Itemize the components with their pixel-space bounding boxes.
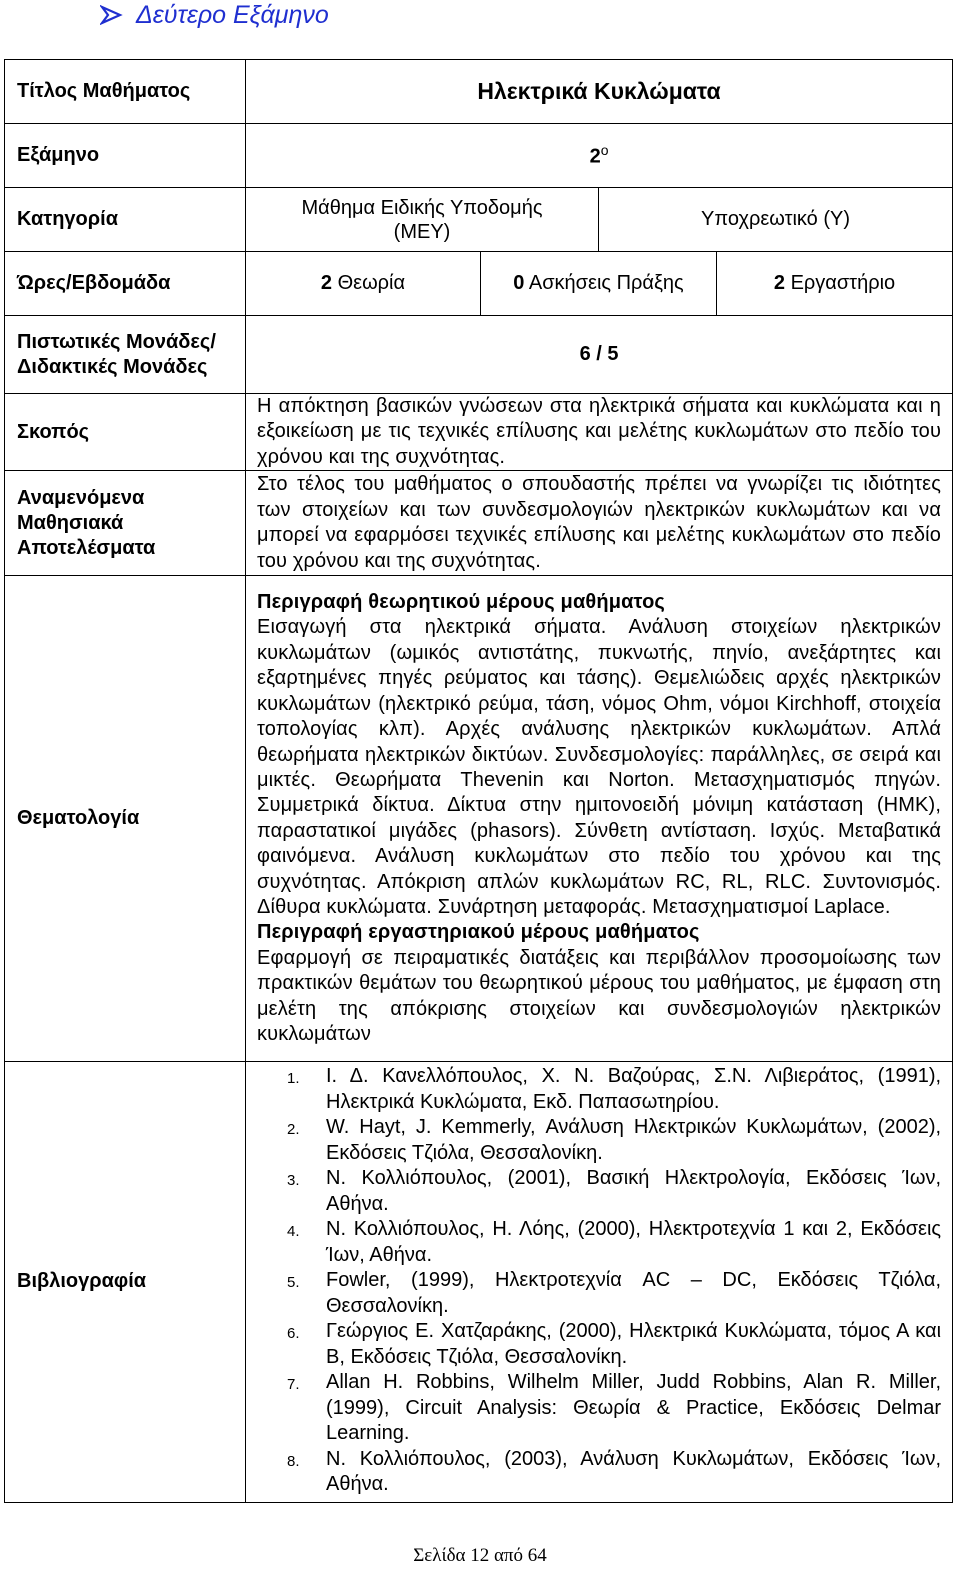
semester-label: Εξάμηνο — [5, 124, 246, 188]
hours-lab — [717, 252, 953, 316]
hours-theory-num: 2 — [320, 272, 333, 294]
hours-lab-num: 2 — [773, 272, 785, 294]
list-item-text: Ν. Κολλιόπουλος, Η. Λόης, (2000), Ηλεκτροτεχνία 1 και 2, Εκδόσεις Ίων, Αθήνα. — [326, 1218, 942, 1266]
title-value: Ηλεκτρικά Κυκλώματα — [246, 60, 953, 124]
list-item-number: 4. — [287, 1223, 300, 1241]
category-value-mandatory: Υποχρεωτικό (Υ) — [599, 188, 953, 252]
list-item-number: 1. — [287, 1070, 300, 1088]
section-heading — [100, 0, 329, 30]
purpose-text: Η απόκτηση βασικών γνώσεων στα ηλεκτρικά σήματα και κυκλώματα και η εξοικείωση με τις τεχνικές επίλυσης και μελέτης κυκλωμάτων στο πεδίο του χρόνου και της συχνότητας. — [246, 394, 953, 471]
topics-theory-text: Εισαγωγή στα ηλεκτρικά σήματα. Ανάλυση στοιχείων ηλεκτρικών κυκλωμάτων (ωμικός αντιστάτης, πυκνωτής, πηνίο, ανεξάρτητες και εξαρτημένες πηγές ρεύματος και τάσης). Θεμελιώδεις αρχές ηλεκτρικών κυκλωμάτων (ηλεκτρικό ρεύμα, τάση, νόμος Ohm, νόμοι Kirchhoff, στοιχεία τοπολογίας κλπ). Αρχές ανάλυσης ηλεκτρικών κυκλωμάτων. Απλά θεωρήματα ηλεκτρικών δικτύων. Συνδεσμολογίες: παράλληλες, σε σειρά και μικτές. Θεωρήματα Thevenin και Norton. Μετασχηματισμός πηγών. Συμμετρικά δίκτυα. Δίκτυα στην ημιτονοειδή μόνιμη κατάσταση (ΗΜΚ), παραστατικοί μιγάδες (phasors). Σύνθετη αντίσταση. Ισχύς. Μεταβατικά φαινόμενα. Ανάλυση κυκλωμάτων στο πεδίο του χρόνου και της συχνότητας. Απόκριση απλών κυκλωμάτων RC, RL, RLC. Συντονισμός. Δίθυρα κυκλώματα. Συνάρτηση μεταφοράς. Μετασχηματισμοί Laplace. — [257, 616, 942, 918]
hours-label: Ώρες/Εβδομάδα — [5, 252, 246, 316]
semester-value — [246, 124, 953, 188]
course-table — [4, 59, 953, 1503]
list-item-text: W. Hayt, J. Kemmerly, Ανάλυση Ηλεκτρικών Κυκλωμάτων, (2002), Εκδόσεις Τζιόλα, Θεσσαλονίκη. — [326, 1116, 942, 1164]
list-item — [246, 1447, 952, 1498]
hours-theory — [246, 252, 481, 316]
row-outcomes — [5, 471, 953, 576]
page-footer: Σελίδα 12 από 64 — [413, 1545, 547, 1566]
row-bibliography — [5, 1062, 953, 1503]
hours-practice — [481, 252, 717, 316]
bibliography-list — [246, 1064, 952, 1498]
arrow-bullet-icon — [100, 4, 126, 26]
category-value-type: Μάθημα Ειδικής Υποδομής (ΜΕΥ) — [246, 188, 599, 252]
list-item-number: 5. — [287, 1274, 300, 1292]
topics-lab-text: Εφαρμογή σε πειραματικές διατάξεις και περιβάλλον προσομοίωσης των πρακτικών θεμάτων του θεωρητικού μέρους του μαθήματος, με έμφαση στη μελέτη της απόκρισης στοιχείων και συνδεσμολογιών ηλεκτρικών κυκλωμάτων — [257, 946, 942, 1045]
list-item-text: Ι. Δ. Κανελλόπουλος, Χ. Ν. Βαζούρας, Σ.Ν. Λιβιεράτος, (1991), Ηλεκτρικά Κυκλώματα, Εκδ. Παπασωτηρίου. — [326, 1065, 942, 1113]
topics-label: Θεματολογία — [5, 576, 246, 1062]
hours-practice-text: Ασκήσεις Πράξης — [528, 272, 684, 294]
biblio-label: Βιβλιογραφία — [5, 1062, 246, 1503]
list-item-number: 6. — [287, 1325, 300, 1343]
semester-number: 2 — [589, 145, 601, 168]
row-credits — [5, 316, 953, 394]
list-item — [246, 1268, 952, 1319]
hours-theory-text: Θεωρία — [337, 272, 406, 294]
list-item-text: Allan H. Robbins, Wilhelm Miller, Judd Robbins, Alan R. Miller, (1999), Circuit Analysis: Θεωρία & Practice, Εκδόσεις Delmar Learning. — [326, 1371, 942, 1445]
list-item-number: 2. — [287, 1121, 300, 1139]
outcomes-label: Αναμενόμενα Μαθησιακά Αποτελέσματα — [5, 471, 246, 576]
list-item — [246, 1064, 952, 1115]
section-heading-text: Δεύτερο Εξάμηνο — [136, 0, 329, 29]
hours-lab-text: Εργαστήριο — [790, 272, 896, 294]
credits-value: 6 / 5 — [246, 316, 953, 394]
list-item-number: 3. — [287, 1172, 300, 1190]
row-topics — [5, 576, 953, 1062]
list-item-number: 8. — [287, 1452, 300, 1470]
biblio-content — [246, 1062, 953, 1503]
list-item — [246, 1217, 952, 1268]
list-item-text: Fowler, (1999), Ηλεκτροτεχνία AC – DC, Εκδόσεις Τζιόλα, Θεσσαλονίκη. — [326, 1269, 942, 1317]
hours-practice-num: 0 — [513, 272, 525, 294]
category-label: Κατηγορία — [5, 188, 246, 252]
credits-label: Πιστωτικές Μονάδες/ Διδακτικές Μονάδες — [5, 316, 246, 394]
row-purpose — [5, 394, 953, 471]
list-item-text: Γεώργιος Ε. Χατζαράκης, (2000), Ηλεκτρικά Κυκλώματα, τόμος Α και Β, Εκδόσεις Τζιόλα, Θεσσαλονίκη. — [326, 1320, 942, 1368]
topics-content — [246, 576, 953, 1062]
list-item — [246, 1319, 952, 1370]
title-label: Τίτλος Μαθήματος — [5, 60, 246, 124]
topics-theory-heading: Περιγραφή θεωρητικού μέρους μαθήματος — [257, 591, 665, 614]
row-hours — [5, 252, 953, 316]
row-category — [5, 188, 953, 252]
purpose-label: Σκοπός — [5, 394, 246, 471]
list-item-text: Ν. Κολλιόπουλος, (2003), Ανάλυση Κυκλωμάτων, Εκδόσεις Ίων, Αθήνα. — [326, 1447, 942, 1496]
row-semester — [5, 124, 953, 188]
list-item — [246, 1166, 952, 1217]
topics-lab-heading: Περιγραφή εργαστηριακού μέρους μαθήματος — [257, 921, 700, 944]
list-item — [246, 1115, 952, 1166]
outcomes-text: Στο τέλος του μαθήματος ο σπουδαστής πρέπει να γνωρίζει τις ιδιότητες των στοιχείων και των συνδεσμολογιών ηλεκτρικών κυκλωμάτων και να μπορεί να εφαρμόσει τεχνικές επίλυσης και μελέτης κυκλωμάτων στο πεδίο του χρόνου και της συχνότητας. — [246, 471, 953, 576]
list-item-number: 7. — [287, 1376, 300, 1394]
row-title — [5, 60, 953, 124]
semester-sup: ο — [600, 142, 609, 159]
list-item-text: Ν. Κολλιόπουλος, (2001), Βασική Ηλεκτρολογία, Εκδόσεις Ίων, Αθήνα. — [326, 1167, 942, 1215]
list-item — [246, 1370, 952, 1447]
